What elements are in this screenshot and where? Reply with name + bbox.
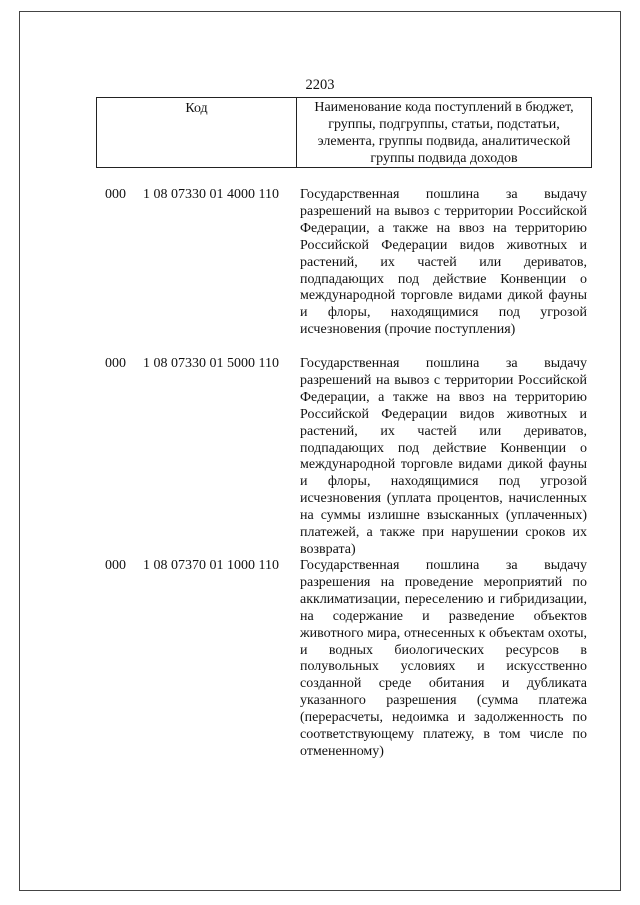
revenue-description: Государственная пошлина за выдачу разрешений на вывоз с территории Российской Федерации, а также на ввоз на территорию Российской Федерации видов животных и растений, их частей или дериватов, подпадающих под действие Конвенции о международной торговле видами дикой фауны и флоры, находящимися под угрозой исчезновения (уплата процентов, начисленных на суммы излишне взысканных (уплаченных) платежей, а также при нарушении сроков их возврата) <box>300 356 587 557</box>
admin-code: 000 <box>105 558 126 573</box>
admin-code: 000 <box>105 187 126 202</box>
revenue-code: 1 08 07370 01 1000 110 <box>143 558 279 573</box>
page-number: 2203 <box>305 77 335 93</box>
header-name-cell: Наименование кода поступлений в бюджет, группы, подгруппы, статьи, подстатьи, элемента, группы подвида, аналитической группы подвида доходов <box>314 100 574 166</box>
revenue-code: 1 08 07330 01 4000 110 <box>143 187 279 202</box>
revenue-description: Государственная пошлина за выдачу разрешений на вывоз с территории Российской Федерации, а также на ввоз на территорию Российской Федерации видов животных и растений, их частей или дериватов, подпадающих под действие Конвенции о международной торговле видами дикой фауны и флоры, находящимися под угрозой исчезновения (прочие поступления) <box>300 187 587 338</box>
admin-code: 000 <box>105 356 126 371</box>
revenue-description: Государственная пошлина за выдачу разрешения на проведение мероприятий по акклиматизации, переселению и гибридизации, на содержание и разведение объектов животного мира, отнесенных к объектам охоты, и водных биологических ресурсов в полувольных условиях и искусственно созданной среде обитания и дубликата указанного разрешения (сумма платежа (перерасчеты, недоимка и задолженность по соответствующему платежу, в том числе по отмененному) <box>300 558 587 759</box>
header-code-cell: Код <box>97 98 297 167</box>
revenue-code: 1 08 07330 01 5000 110 <box>143 356 279 371</box>
table-header <box>96 97 592 168</box>
